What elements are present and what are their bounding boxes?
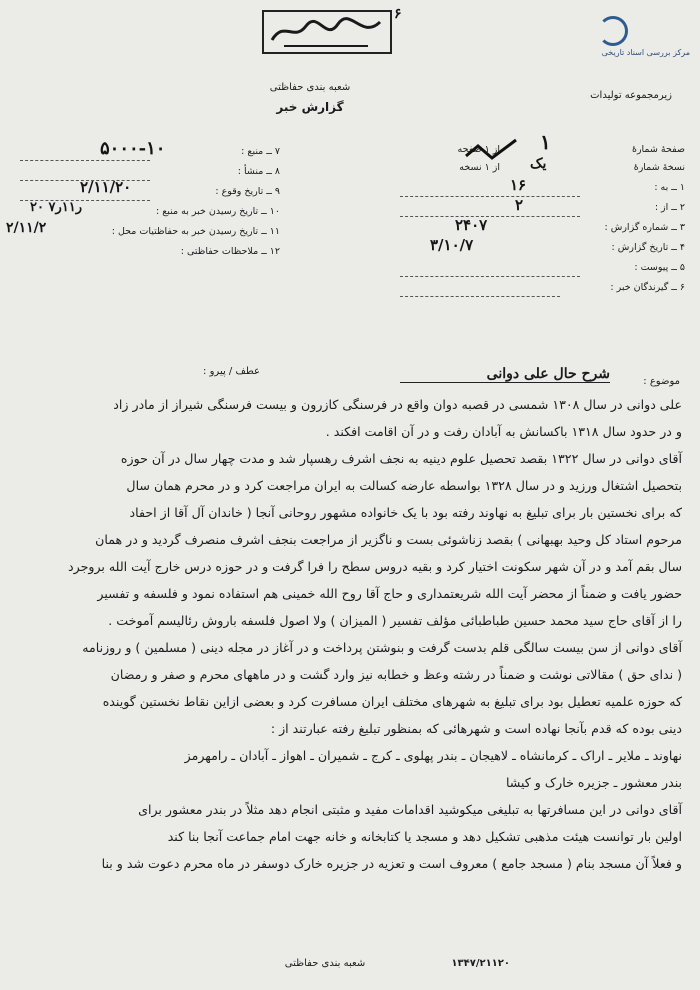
field-copy-suffix: از ۱ نسخه [459,162,500,173]
body-line: که حوزه علمیه تعطیل بود برای تبلیغ به شهرهای مختلف ایران مسافرت کرد و بعضی ازاین نقاط نخستین گوینده [102,694,682,709]
classification-stamp [262,10,392,54]
field-to-label: ۱ ــ به : [654,182,685,193]
page-number: ۶ [394,6,402,22]
field-origin-label: ۸ ــ منشأ : [237,166,280,177]
field-copy-label: نسخهٔ شمارهٔ [633,162,685,173]
body-line: و فعلاً آن مسجد بنام ( مسجد جامع ) معروف است و تعزیه در جزیره خارک دوسفر در ماه محرم دعوت شد و بنا [101,856,682,871]
body-line: را از آقای حاج سید محمد حسین طباطبائی مؤلف تفسیر ( المیزان ) ولا اصول فلسفه باروش رئالیسم آموخت . [108,613,682,628]
field-occurrence-date-label: ۹ ــ تاریخ وقوع : [215,186,280,197]
field-from-value: ۲ [515,196,524,214]
body-line: بتحصیل اشتغال ورزید و در سال ۱۳۲۸ بواسطه عارضه کسالت به ایران مراجعت کرد و در محرم همان سال [126,478,682,493]
archive-logo-icon [598,16,628,46]
body-line: نهاوند ـ ملایر ـ اراک ـ کرمانشاه ـ لاهیجان ـ بندر پهلوی ـ کرج ـ شمیران ـ اهواز ـ آبادان ـ رامهرمز [184,748,682,763]
footer-stamp-number: ۱۳۴۷/۲۱۱۲۰ [451,958,510,969]
field-report-date-value: ۳/۱۰/۷ [430,236,474,254]
body-line: مرحوم استاد کل وحید بهبهانی ) بقصد زناشوئی بست و ناگزیر از مراجعت بنجف اشرف منصرف گردید و در همان [95,532,682,547]
field-attachment-label: ۵ ــ پیوست : [634,262,685,273]
field-to-value: ۱۶ [510,176,527,194]
field-recipients-label: ۶ ــ گیرندگان خبر : [610,282,685,293]
footer-department: شعبه بندی حفاظتی [284,958,366,969]
field-source-label: ۷ ــ منبع : [241,146,280,157]
field-source-value: ۵۰۰۰-۱۰ [100,138,166,159]
field-from-label: ۲ ــ از : [654,202,685,213]
reference-label: عطف / پیرو : [203,366,260,377]
body-line: علی دوانی در سال ۱۳۰۸ شمسی در قصبه دوان واقع در فرسنگی کازرون و بیست فرسنگی شیراز از مادر زاد [113,397,682,412]
field-received-source-label: ۱۰ ــ تاریخ رسیدن خبر به منبع : [155,206,280,217]
body-line: حضور یافت و ضمناً از محضر آیت الله شریعتمداری و حاج آقا روح الله خمینی هم استفاده نمود و فلسفه و تفسیر [97,586,682,601]
body-line: آقای دوانی از سن بیست سالگی قلم بدست گرفت و بنوشتن پرداخت و در آغاز در مجله دینی ( مسلمین ) و روزنامه [82,640,682,655]
body-line: و در حدود سال ۱۳۱۸ باکسانش به آبادان رفت و در آن اقامت افکند . [325,424,682,439]
field-occurrence-date-value: ۲/۱۱/۲۰ [80,178,132,196]
body-line: که برای نخستین بار برای تبلیغ به نهاوند رفته بود با یک خانواده مشهور روحانی آنجا ( خاندان آل آقا از احفاد [129,505,682,520]
body-line: آقای دوانی در این مسافرتها به تبلیغی میکوشید اقدامات مفید و مثبتی انجام دهد مثلاً در بندر معشور برای [138,802,682,817]
watermark-text: مرکز بررسی اسناد تاریخی [601,48,690,57]
body-line: آقای دوانی در سال ۱۳۲۲ بقصد تحصیل علوم دینیه به نجف اشرف رهسپار شد و مدت چهار سال در آن حوزه [120,451,682,466]
report-title: گزارش خبر [276,100,344,114]
field-report-date-label: ۴ ــ تاریخ گزارش : [611,242,685,253]
field-received-local-label: ۱۱ ــ تاریخ رسیدن خبر به حفاظتیات محل : [111,226,280,237]
body-line: بندر معشور ـ جزیره خارک و کیشا [505,775,682,790]
field-page-value: ۱ [540,130,551,154]
check-mark-icon [462,136,522,164]
body-line: دینی بوده که قدم بآنجا نهاده است و شهرهائی که بمنظور تبلیغ رفته عبارتند از : [270,721,682,736]
body-line: اولین بار توانست هیئت مذهبی تشکیل دهد و مسجد یا کتابخانه و خانه جهت امام جماعت آنجا بنا کند [167,829,682,844]
field-copy-value: یک [530,156,547,172]
subject-value: شرح حال علی دوانی [400,366,610,383]
body-line: سال بقم آمد و در آن شهر سکونت اختیار کرد و بقیه دروس سطح را فرا گرفت و در حوزه درس خارج آیت الله بروجرد [68,559,682,574]
classification-scribble-icon [264,12,390,52]
field-page-suffix: از ۱ صفحه [457,144,500,155]
right-header-title: زیرمجموعه تولیدات [590,90,672,101]
subject-label: موضوع : [643,376,680,387]
field-received-source-value: ۲۰ ر۱۱ر۷ [30,200,83,215]
field-page-label: صفحهٔ شمارهٔ [631,144,685,155]
field-report-number-value: ۲۴۰۷ [455,216,488,234]
department-heading: شعبه بندی حفاظتی [269,82,351,93]
body-line: ( ندای حق ) مقالاتی نوشت و ضمناً در رشته وعظ و خطابه نیز وارد گشت و در ماههای محرم و صفر و رمضان [110,667,682,682]
field-security-notes-label: ۱۲ ــ ملاحظات حفاظتی : [180,246,280,257]
field-received-local-value: ۲/۱۱/۲ [6,220,47,236]
field-report-number-label: ۳ ــ شماره گزارش : [604,222,685,233]
